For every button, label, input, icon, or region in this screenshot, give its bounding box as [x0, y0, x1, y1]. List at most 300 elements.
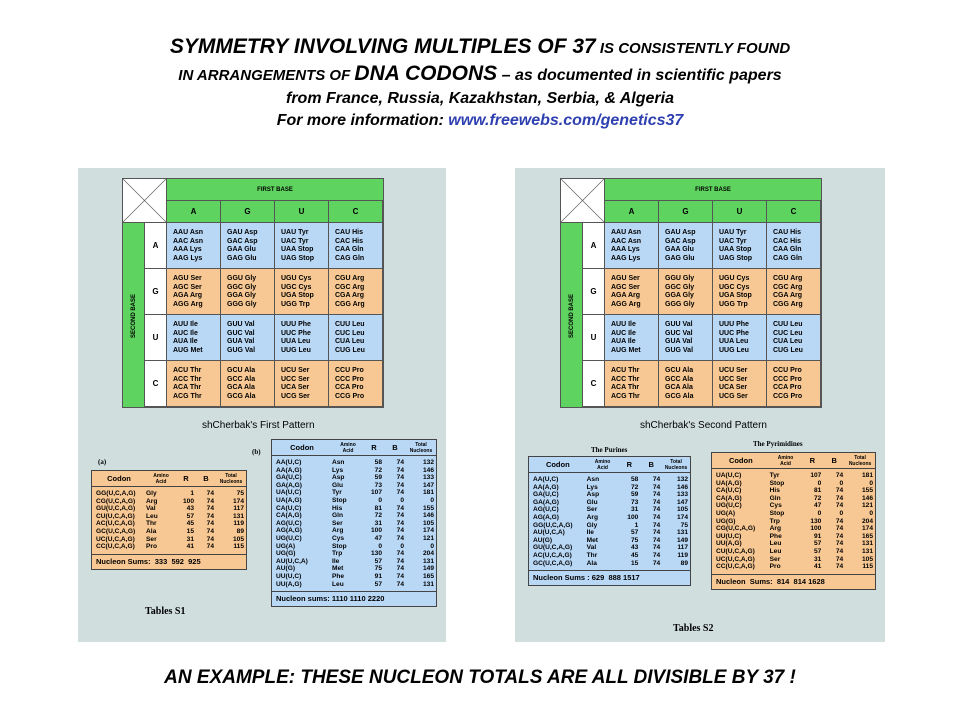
table-cell: 100	[182, 497, 194, 505]
table-cell: 74	[652, 559, 661, 567]
codon-cell: CAU His CAC His CAA Gln CAG Gln	[767, 223, 821, 269]
table-cell: Stop	[332, 542, 347, 550]
table-cell: Lys	[586, 483, 598, 491]
table-cell: 131	[422, 557, 434, 565]
table-cell: 119	[233, 520, 244, 528]
row-header-A: A	[145, 223, 167, 269]
title-line-4	[0, 110, 960, 132]
table-cell: 0	[839, 509, 844, 517]
table-cell: 74	[396, 527, 404, 535]
table-cell: 91	[813, 532, 822, 540]
table-row	[529, 499, 690, 507]
table-cell: 59	[630, 491, 639, 499]
table-cell: GA(U,C)	[276, 474, 302, 482]
header-codon: Codon	[290, 442, 314, 452]
table-cell: Glu	[332, 481, 343, 489]
table-cell: UG(U,C)	[276, 534, 302, 542]
row-header-G: G	[145, 269, 167, 315]
col-header-G: G	[221, 201, 275, 223]
table-row	[712, 510, 875, 518]
table-cell: 74	[206, 497, 214, 505]
table-cell: 72	[813, 494, 822, 502]
table-cell: 1	[634, 521, 639, 529]
table-row	[712, 563, 875, 571]
table-cell: 155	[862, 487, 874, 495]
table-cell: 75	[374, 565, 382, 573]
header-amino: Amino Acid	[594, 458, 611, 471]
table-cell: 121	[422, 534, 434, 542]
table-cell: 105	[677, 506, 689, 514]
table-cell: 204	[422, 550, 434, 558]
table-cell: 165	[862, 532, 874, 540]
codon-cell: UGU Cys UGC Cys UGA Stop UGG Trp	[713, 269, 767, 315]
table-row	[712, 525, 875, 533]
table-body	[272, 456, 436, 591]
table-row	[272, 489, 436, 497]
table-row	[272, 535, 436, 543]
table-cell: 74	[396, 504, 404, 512]
table-row	[272, 565, 436, 573]
table-row	[92, 520, 246, 528]
table-cell: Asp	[586, 491, 600, 499]
table-cell: 74	[835, 494, 844, 502]
table-cell: 43	[186, 505, 194, 513]
table-cell: AU(G)	[533, 536, 553, 544]
table-cell: UC(U,C,A,G)	[96, 535, 135, 543]
title-block	[0, 34, 960, 132]
table-cell: 57	[813, 540, 822, 548]
table-cell: UG(A)	[276, 542, 296, 550]
info-link[interactable]: www.freewebs.com/genetics37	[448, 112, 684, 129]
table-cell: 74	[396, 519, 404, 527]
nucleon-sums: Nucleon Sums: 333 592 925	[92, 554, 246, 569]
table-row	[529, 506, 690, 514]
table-header	[529, 457, 690, 473]
col-header-U: U	[275, 201, 329, 223]
table-cell: 74	[652, 521, 661, 529]
table-cell: 181	[862, 472, 874, 479]
table-row	[712, 556, 875, 564]
header-r: R	[809, 455, 816, 465]
codon-cell: AAU Asn AAC Asn AAA Lys AAG Lys	[167, 223, 221, 269]
title-line-2	[0, 62, 960, 88]
table-row	[529, 522, 690, 530]
table-cell: CU(U,C,A,G)	[716, 547, 755, 555]
header-codon: Codon	[728, 455, 753, 465]
nucleon-table	[528, 456, 691, 586]
table-cell: 74	[835, 472, 844, 479]
table-header	[92, 471, 246, 487]
header-total: Total Nucleons	[409, 441, 433, 454]
codon-cell: CAU His CAC His CAA Gln CAG Gln	[329, 223, 383, 269]
title-line-1	[0, 34, 960, 62]
table-cell: GG(U,C,A,G)	[96, 490, 136, 497]
codon-cell: AGU Ser AGC Ser AGA Arg AGG Arg	[167, 269, 221, 315]
table-cell: 72	[630, 483, 639, 491]
table-cell: 74	[206, 512, 214, 520]
codon-cell: GAU Asp GAC Asp GAA Glu GAG Glu	[659, 223, 713, 269]
table-cell: 1	[190, 490, 194, 497]
table-row	[92, 543, 246, 551]
table-cell: 89	[680, 559, 689, 567]
table-cell: 74	[835, 540, 844, 548]
table-cell: 31	[630, 506, 639, 514]
table-cell: 105	[422, 519, 434, 527]
table-row	[529, 537, 690, 545]
table-cell: 74	[206, 505, 214, 513]
table-cell: 149	[677, 536, 689, 544]
header-amino: Amino Acid	[153, 472, 169, 485]
table-cell: UA(A,G)	[276, 496, 302, 504]
table-cell: 91	[374, 572, 382, 580]
table-cell: UG(G)	[716, 517, 736, 525]
table-cell: 132	[677, 476, 689, 483]
table-cell: 47	[813, 502, 822, 510]
table-cell: 72	[374, 466, 382, 474]
pattern-caption: shCherbak's First Pattern	[202, 420, 315, 431]
table-cell: 73	[374, 481, 382, 489]
table-cell: CU(U,C,A,G)	[96, 512, 135, 520]
table-cell: Cys	[769, 502, 782, 510]
codon-cell: CCU Pro CCC Pro CCA Pro CCG Pro	[329, 361, 383, 407]
table-cell: 31	[374, 519, 382, 527]
table-row	[272, 512, 436, 520]
table-cell: 117	[233, 505, 244, 513]
codon-cell: UCU Ser UCC Ser UCA Ser UCG Ser	[713, 361, 767, 407]
second-base-label: SECOND BASE	[569, 294, 575, 339]
codon-cell: GUU Val GUC Val GUA Val GUG Val	[221, 315, 275, 361]
table-cell: Ser	[586, 506, 598, 514]
nucleon-table	[91, 470, 247, 570]
table-cell: 174	[232, 497, 244, 505]
table-cell: 74	[652, 529, 661, 537]
table-row	[529, 484, 690, 492]
table-cell: UA(U,C)	[276, 489, 302, 497]
codon-cell: UCU Ser UCC Ser UCA Ser UCG Ser	[275, 361, 329, 407]
table-cell: 74	[835, 517, 844, 525]
table-cell: AA(A,G)	[533, 483, 559, 491]
table-cell: 165	[422, 572, 434, 580]
table-cell: Val	[586, 544, 597, 552]
row-header-C: C	[145, 361, 167, 407]
nucleon-table	[271, 439, 437, 607]
table-cell: GG(U,C,A,G)	[533, 521, 573, 529]
codon-cell: GGU Gly GGC Gly GGA Gly GGG Gly	[659, 269, 713, 315]
codon-cell: UAU Tyr UAC Tyr UAA Stop UAG Stop	[275, 223, 329, 269]
table-cell: 74	[396, 550, 404, 558]
table-cell: AG(A,G)	[276, 527, 303, 535]
table-cell: Met	[332, 565, 344, 573]
pattern-caption: shCherbak's Second Pattern	[640, 420, 767, 431]
codon-cell: GCU Ala GCC Ala GCA Ala GCG Ala	[221, 361, 275, 407]
table-cell: Ala	[146, 527, 157, 535]
table-cell: GA(A,G)	[533, 498, 560, 506]
table-cell: 0	[817, 509, 822, 517]
header-amino: Amino Acid	[340, 441, 356, 454]
table-row	[529, 514, 690, 522]
table-cell: 131	[677, 529, 689, 537]
table-cell: 75	[236, 490, 244, 497]
footer-note: AN EXAMPLE: THESE NUCLEON TOTALS ARE ALL DIVISIBLE BY 37 !	[164, 667, 796, 688]
table-cell: CA(U,C)	[716, 487, 742, 495]
table-cell: 100	[370, 527, 382, 535]
table-cell: 174	[862, 525, 874, 533]
table-cell: 147	[677, 498, 689, 506]
table-cell: Gly	[586, 521, 598, 529]
table-row	[272, 558, 436, 566]
col-header-G: G	[659, 201, 713, 223]
table-cell: AU(U,C,A)	[533, 529, 565, 537]
table-cell: GU(U,C,A,G)	[96, 505, 136, 513]
table-cell: 115	[233, 543, 244, 551]
table-cell: 74	[396, 459, 404, 466]
table-cell: 74	[206, 543, 214, 551]
table-cell: Trp	[332, 550, 343, 558]
header-codon: Codon	[545, 459, 570, 469]
table-cell: 74	[206, 520, 214, 528]
table-row	[272, 482, 436, 490]
row-header-A: A	[583, 223, 605, 269]
table-row	[272, 505, 436, 513]
table-cell: 81	[813, 487, 822, 495]
table-cell: Phe	[769, 532, 782, 540]
table-cell: CA(U,C)	[276, 504, 302, 512]
header-b: B	[392, 442, 398, 452]
table-cell: 74	[652, 483, 661, 491]
table-row	[529, 529, 690, 537]
table-cell: 0	[817, 479, 822, 487]
panel-right	[515, 168, 885, 642]
table-cell: Thr	[146, 520, 157, 528]
pyrimidines-title: The Pyrimidines	[753, 440, 803, 448]
table-cell: 74	[206, 535, 214, 543]
table-cell: Phe	[332, 572, 345, 580]
table-cell: 174	[422, 527, 434, 535]
header-r: R	[183, 473, 189, 483]
codon-cell: CCU Pro CCC Pro CCA Pro CCG Pro	[767, 361, 821, 407]
table-cell: Ser	[146, 535, 157, 543]
table-cell: 0	[839, 479, 844, 487]
table-cell: 131	[232, 512, 244, 520]
table-row	[92, 513, 246, 521]
table-cell: UA(A,G)	[716, 479, 742, 487]
purines-title: The Purines	[591, 446, 628, 454]
table-cell: 75	[680, 521, 689, 529]
panel-left	[78, 168, 446, 642]
table-cell: Glu	[586, 498, 598, 506]
label-a: (a)	[98, 458, 107, 466]
table-row	[529, 544, 690, 552]
table-cell: 57	[813, 547, 822, 555]
table-cell: 74	[396, 474, 404, 482]
codon-cell: UAU Tyr UAC Tyr UAA Stop UAG Stop	[713, 223, 767, 269]
col-header-U: U	[713, 201, 767, 223]
table-cell: AA(A,G)	[276, 466, 302, 474]
table-cell: 133	[422, 474, 434, 482]
second-base-label: SECOND BASE	[131, 294, 137, 339]
table-cell: AG(A,G)	[533, 513, 560, 521]
title-line-3: from France, Russia, Kazakhstan, Serbia, & Algeria	[286, 90, 674, 107]
table-cell: 45	[630, 551, 639, 559]
table-cell: 0	[400, 542, 404, 550]
table-row	[529, 491, 690, 499]
table-cell: 74	[396, 565, 404, 573]
table-cell: GC(U,C,A,G)	[533, 559, 573, 567]
codon-cell: ACU Thr ACC Thr ACA Thr ACG Thr	[167, 361, 221, 407]
table-cell: AU(G)	[276, 565, 296, 573]
table-cell: Cys	[332, 534, 345, 542]
table-cell: Arg	[769, 525, 782, 533]
table-cell: Asn	[332, 459, 345, 466]
table-cell: 31	[813, 555, 822, 563]
header-b: B	[203, 473, 209, 483]
table-cell: 74	[835, 502, 844, 510]
table-cell: Lys	[332, 466, 344, 474]
codon-grid	[560, 178, 822, 408]
table-cell: Leu	[769, 540, 782, 548]
table-cell: 43	[630, 544, 639, 552]
table-cell: UG(U,C)	[716, 502, 742, 510]
table-cell: 57	[374, 580, 382, 588]
codon-cell: CGU Arg CGC Arg CGA Arg CGG Arg	[767, 269, 821, 315]
table-row	[712, 495, 875, 503]
table-cell: 74	[835, 525, 844, 533]
codon-cell: GUU Val GUC Val GUA Val GUG Val	[659, 315, 713, 361]
table-cell: 0	[378, 542, 382, 550]
table-cell: 146	[422, 512, 434, 520]
table-cell: 74	[396, 534, 404, 542]
table-cell: Ile	[332, 557, 340, 565]
table-cell: 59	[374, 474, 382, 482]
table-cell: CC(U,C,A,G)	[96, 543, 135, 551]
table-cell: 0	[430, 496, 434, 504]
table-cell: 57	[630, 529, 639, 537]
table-cell: 57	[186, 512, 194, 520]
table-cell: Ala	[586, 559, 597, 567]
codon-grid	[122, 178, 384, 408]
table-cell: UU(U,C)	[716, 532, 742, 540]
table-cell: 74	[835, 563, 844, 571]
table-cell: 131	[422, 580, 434, 588]
table-cell: CA(A,G)	[276, 512, 302, 520]
table-cell: 74	[396, 557, 404, 565]
codon-cell: GAU Asp GAC Asp GAA Glu GAG Glu	[221, 223, 275, 269]
table-cell: Arg	[332, 527, 344, 535]
table-cell: Met	[586, 536, 598, 544]
table-cell: Gln	[332, 512, 343, 520]
table-row	[529, 476, 690, 484]
table-cell: 147	[422, 481, 434, 489]
table-cell: Pro	[769, 563, 781, 571]
table-cell: 0	[869, 509, 874, 517]
table-cell: 74	[652, 476, 661, 483]
table-row	[712, 472, 875, 480]
table-cell: UU(A,G)	[716, 540, 742, 548]
table-cell: Ile	[586, 529, 594, 537]
table-cell: UG(G)	[276, 550, 296, 558]
table-cell: AG(U,C)	[276, 519, 302, 527]
table-cell: GA(A,G)	[276, 481, 303, 489]
table-cell: Arg	[586, 513, 598, 521]
col-header-A: A	[605, 201, 659, 223]
table-cell: Val	[146, 505, 156, 513]
table-cell: UA(U,C)	[716, 472, 742, 479]
table-row	[272, 543, 436, 551]
table-cell: 41	[186, 543, 194, 551]
table-cell: 72	[374, 512, 382, 520]
nucleon-table	[711, 452, 876, 590]
header-amino: Amino Acid	[777, 454, 794, 467]
table-cell: UU(A,G)	[276, 580, 302, 588]
table-cell: Tyr	[769, 472, 780, 479]
table-cell: 74	[652, 544, 661, 552]
table-cell: 74	[396, 481, 404, 489]
table-cell: His	[332, 504, 343, 512]
table-body	[712, 469, 875, 574]
header-total: Total Nucleons	[848, 454, 872, 467]
table-cell: 204	[862, 517, 874, 525]
table-cell: Asn	[586, 476, 600, 483]
table-cell: Leu	[332, 580, 344, 588]
table-cell: UU(U,C)	[276, 572, 302, 580]
table-cell: Ser	[769, 555, 781, 563]
table-cell: Trp	[769, 517, 780, 525]
table-cell: 146	[862, 494, 874, 502]
table-cell: GU(U,C,A,G)	[533, 544, 573, 552]
table-cell: 74	[835, 487, 844, 495]
row-header-G: G	[583, 269, 605, 315]
title-line-2-rest: – as documented in scientific papers	[497, 67, 782, 84]
table-cell: 15	[630, 559, 639, 567]
table-row	[712, 480, 875, 488]
table-cell: AC(U,C,A,G)	[96, 520, 135, 528]
table-row	[92, 498, 246, 506]
table-cell: 74	[396, 466, 404, 474]
table-cell: 100	[627, 513, 639, 521]
table-cell: 75	[630, 536, 639, 544]
label-b: (b)	[252, 448, 261, 456]
codon-cell: UUU Phe UUC Phe UUA Leu UUG Leu	[275, 315, 329, 361]
table-row	[92, 528, 246, 536]
table-row	[712, 518, 875, 526]
table-cell: CC(U,C,A,G)	[716, 563, 755, 571]
table-cell: 74	[835, 532, 844, 540]
table-cell: Pro	[146, 543, 157, 551]
table-cell: Gly	[146, 490, 157, 497]
table-body	[92, 487, 246, 554]
table-cell: 81	[374, 504, 382, 512]
table-cell: 74	[396, 580, 404, 588]
table-row	[712, 502, 875, 510]
table-row	[92, 536, 246, 544]
table-cell: 73	[630, 498, 639, 506]
table-row	[272, 550, 436, 558]
codon-cell: UGU Cys UGC Cys UGA Stop UGG Trp	[275, 269, 329, 315]
table-cell: 15	[186, 527, 194, 535]
table-cell: Gln	[769, 494, 781, 502]
table-cell: 74	[396, 512, 404, 520]
table-header	[272, 440, 436, 456]
codon-cell: CGU Arg CGC Arg CGA Arg CGG Arg	[329, 269, 383, 315]
table-cell: 130	[810, 517, 822, 525]
col-header-C: C	[329, 201, 383, 223]
table-cell: UG(A)	[716, 509, 736, 517]
table-row	[712, 533, 875, 541]
table-cell: His	[769, 487, 780, 495]
table-cell: 105	[232, 535, 244, 543]
table-cell: 133	[677, 491, 689, 499]
table-cell: 0	[400, 496, 404, 504]
